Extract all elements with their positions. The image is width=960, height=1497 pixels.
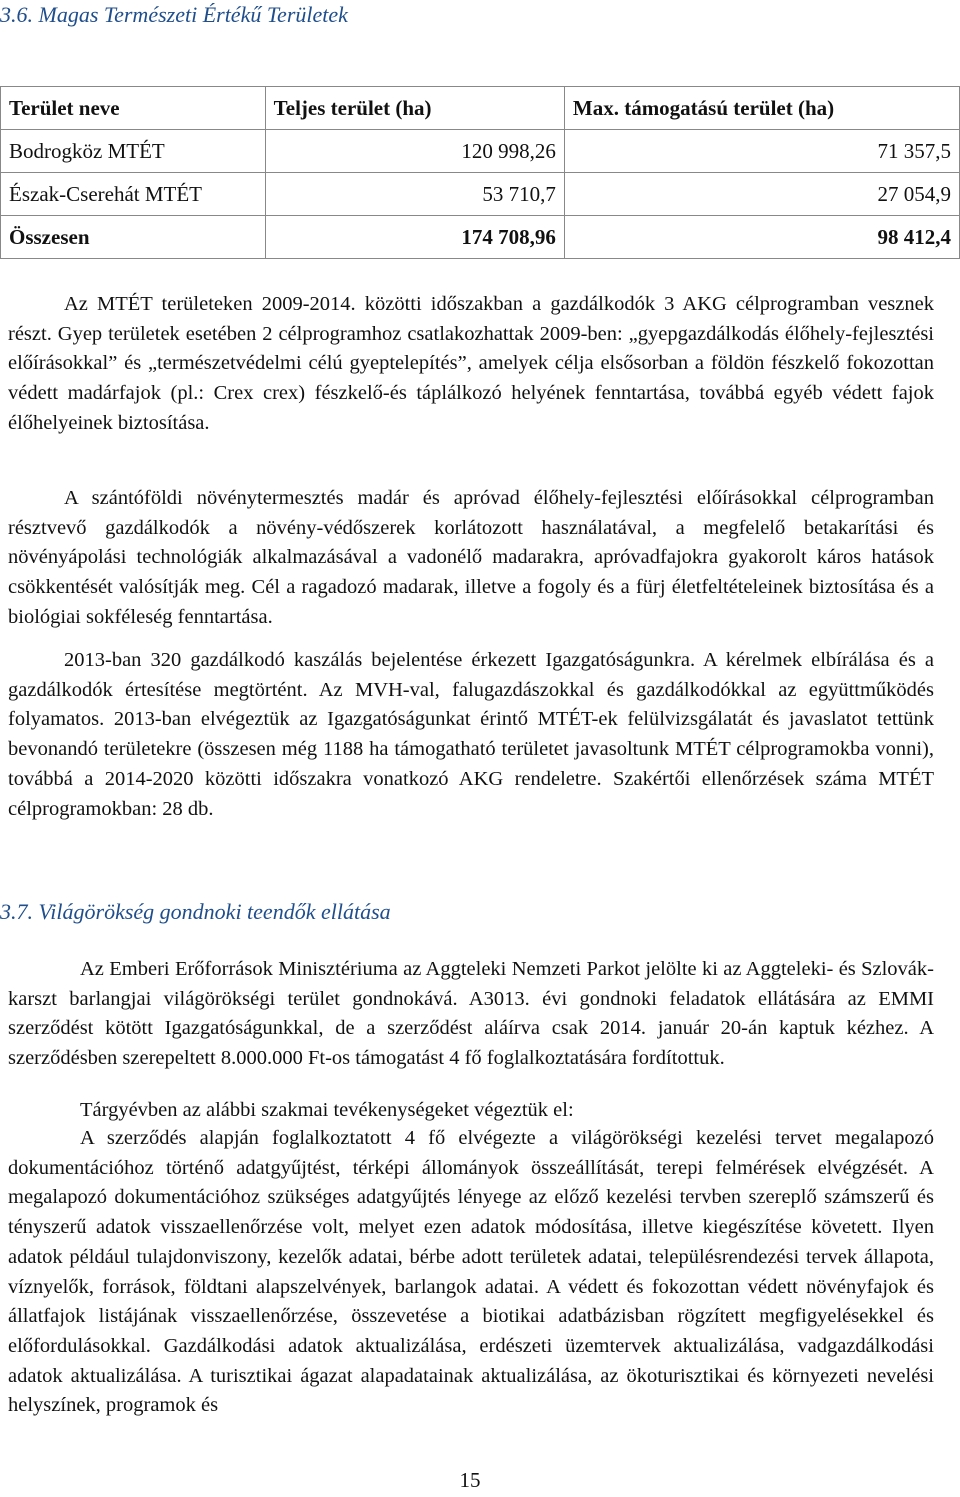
table-row xyxy=(1,130,960,173)
paragraph-world-heritage: Az Emberi Erőforrások Minisztériuma az Aggteleki Nemzeti Parkot jelölte ki az Aggteleki- és Szlovák-karszt barlangjai világörökségi terület gondnokává. A3013. évi gondnoki feladatok ellátására az EMMI szerződést kötött Igazgatóságunkkal, de a szerződést aláírva csak 2014. január 20-án kaptuk kézhez. A szerződésben szerepeltett 8.000.000 Ft-os támogatást 4 fő foglalkoztatására fordítottuk. xyxy=(8,958,934,1070)
table-row xyxy=(1,173,960,216)
table-cell-total-area: 120 998,26 xyxy=(265,130,564,173)
table-cell-max-area: 71 357,5 xyxy=(564,130,959,173)
table-total-max-area: 98 412,4 xyxy=(564,216,959,259)
paragraph-data-collection: A szerződés alapján foglalkoztatott 4 fő elvégezte a világörökségi kezelési tervet megalapozó dokumentációhoz történő adatgyűjtést, térképi állományok összeállítását, terepi felmérések elvégzését. A megalapozó dokumentációhoz szükséges adatgyűjtés lényege az előző kezelési tervben szereplő számszerű és tényszerű adatok visszaellenőrzése volt, melyet ezen adatok módosítása, illetve kiegészítése követett. Ilyen adatok például tulajdonviszony, kezelők adatai, bérbe adott területek adatai, településrendezési tervek állapota, víznyelők, források, földtani alapszelvények, barlangok adatai. A védett és fokozottan védett növényfajok és állatfajok listájának visszaellenőrzése, összevetése a biotikai adatbázisban rögzített megfigyelésekkel és előfordulásokkal. Gazdálkodási adatok aktualizálása, erdészeti üzemtervek aktualizálása, vadgazdálkodási adatok aktualizálása. A turisztikai ágazat alapadatainak aktualizálása, az ökoturisztikai és környezeti nevelési helyszínek, programok és xyxy=(8,1127,934,1417)
table-total-label: Összesen xyxy=(1,216,266,259)
table-header-cell: Max. támogatású terület (ha) xyxy=(564,87,959,130)
table-total-area: 174 708,96 xyxy=(265,216,564,259)
table-header-cell: Terület neve xyxy=(1,87,266,130)
section-heading-3-6: 3.6. Magas Természeti Értékű Területek xyxy=(0,2,348,27)
table-total-row xyxy=(1,216,960,259)
table-cell-name: Bodrogköz MTÉT xyxy=(1,130,266,173)
table-header-cell: Teljes terület (ha) xyxy=(265,87,564,130)
section-heading-3-7: 3.7. Világörökség gondnoki teendők ellátása xyxy=(0,899,391,924)
page-number: 15 xyxy=(459,1468,481,1492)
area-table xyxy=(0,86,960,259)
table-cell-max-area: 27 054,9 xyxy=(564,173,959,216)
paragraph-mtet-programs: Az MTÉT területeken 2009-2014. közötti időszakban a gazdálkodók 3 AKG célprogramban vesznek részt. Gyep területek esetében 2 célprogramhoz csatlakozhattak 2009-ben: „gyepgazdálkodás élőhely-fejlesztési előírásokkal” és „természetvédelmi célú gyeptelepítés”, amelyek célja elsősorban a földön fészkelő fokozottan védett madárfajok (pl.: Crex crex) fészkelő-és táplálkozó helyének fenntartása, továbbá egyéb védett fajok élőhelyeinek biztosítása. xyxy=(8,293,934,434)
table-cell-name: Észak-Cserehát MTÉT xyxy=(1,173,266,216)
table-header-row xyxy=(1,87,960,130)
paragraph-arable-program: A szántóföldi növénytermesztés madár és apróvad élőhely-fejlesztési előírásokkal célprogramban résztvevő gazdálkodók a növény-védőszerek korlátozott használatával, a megfelelő betakarítási és növényápolási technológiák alkalmazásával a vadonélő madarakra, apróvadfajokra gyakorolt káros hatások csökkentését valósítják meg. Cél a ragadozó madarak, illetve a fogoly és a fürj életfeltételeinek biztosítása és a biológiai sokféleség fenntartása. xyxy=(8,487,934,628)
paragraph-2013-activities: 2013-ban 320 gazdálkodó kaszálás bejelentése érkezett Igazgatóságunkra. A kérelmek elbírálása és a gazdálkodók értesítése megtörtént. Az MVH-val, falugazdászokkal és gazdálkodókkal az együttműködés folyamatos. 2013-ban elvégeztük az Igazgatóságunkat érintő MTÉT-ek felülvizsgálatát és javaslatot tettünk bevonandó területekre (összesen még 1188 ha támogatható területet javasoltunk MTÉT célprogramokba vonni), továbbá a 2014-2020 közötti időszakra vonatkozó AKG rendeletre. Szakértői ellenőrzések száma MTÉT célprogramokban: 28 db. xyxy=(8,649,934,820)
table-cell-total-area: 53 710,7 xyxy=(265,173,564,216)
paragraph-activities-intro: Tárgyévben az alábbi szakmai tevékenységeket végeztük el: xyxy=(80,1099,574,1121)
